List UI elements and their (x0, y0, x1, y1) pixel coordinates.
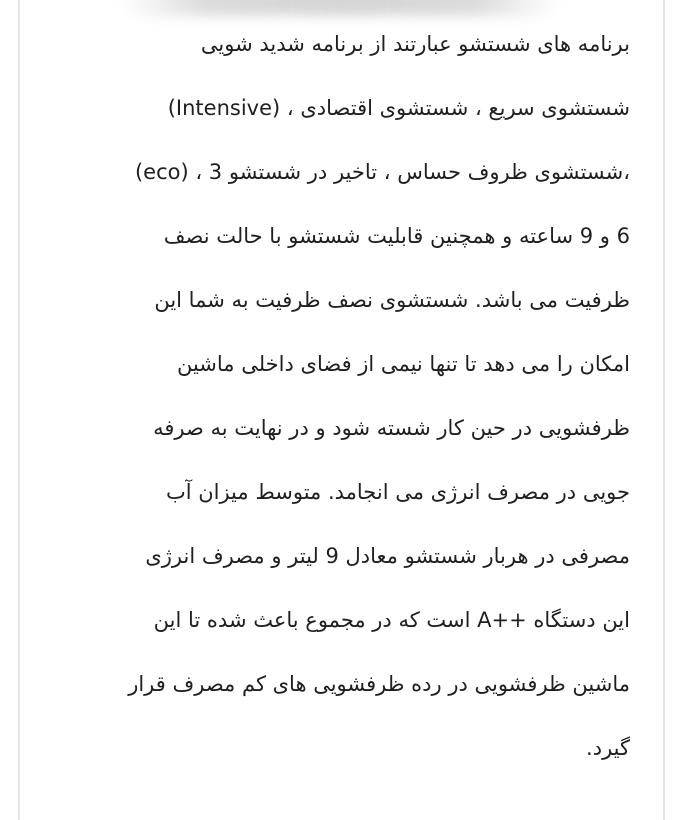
left-border (18, 0, 20, 820)
text-line: این دستگاه ++A است که در مجموع باعث شده تا این (153, 608, 630, 632)
text-line: (eco) ، شستشوی ظروف حساس ، تاخیر در شستشو 3، (134, 160, 630, 184)
text-line: جویی در مصرف انرژی می انجامد. متوسط میزان آب (165, 480, 630, 504)
text-line: گیرد. (586, 736, 630, 760)
text-line: برنامه های شستشو عبارتند از برنامه شدید شویی (200, 32, 630, 56)
article-body (40, 12, 630, 780)
text-line: 6 و 9 ساعته و همچنین قابلیت شستشو با حالت نصف (163, 224, 630, 248)
text-line: ظرفیت می باشد. شستشوی نصف ظرفیت به شما این (154, 288, 630, 312)
text-line: امکان را می دهد تا تنها نیمی از فضای داخلی ماشین (176, 352, 630, 376)
right-border (663, 0, 665, 820)
text-line: ظرفشویی در حین کار شسته شود و در نهایت به صرفه (153, 416, 630, 440)
text-line: مصرفی در هربار شستشو معادل 9 لیتر و مصرف انرژی (145, 544, 630, 568)
text-line: (Intensive) ، شستشوی سریع ، شستشوی اقتصادی (167, 96, 630, 120)
text-line: ماشین ظرفشویی در رده ظرفشویی های کم مصرف قرار (128, 672, 630, 696)
